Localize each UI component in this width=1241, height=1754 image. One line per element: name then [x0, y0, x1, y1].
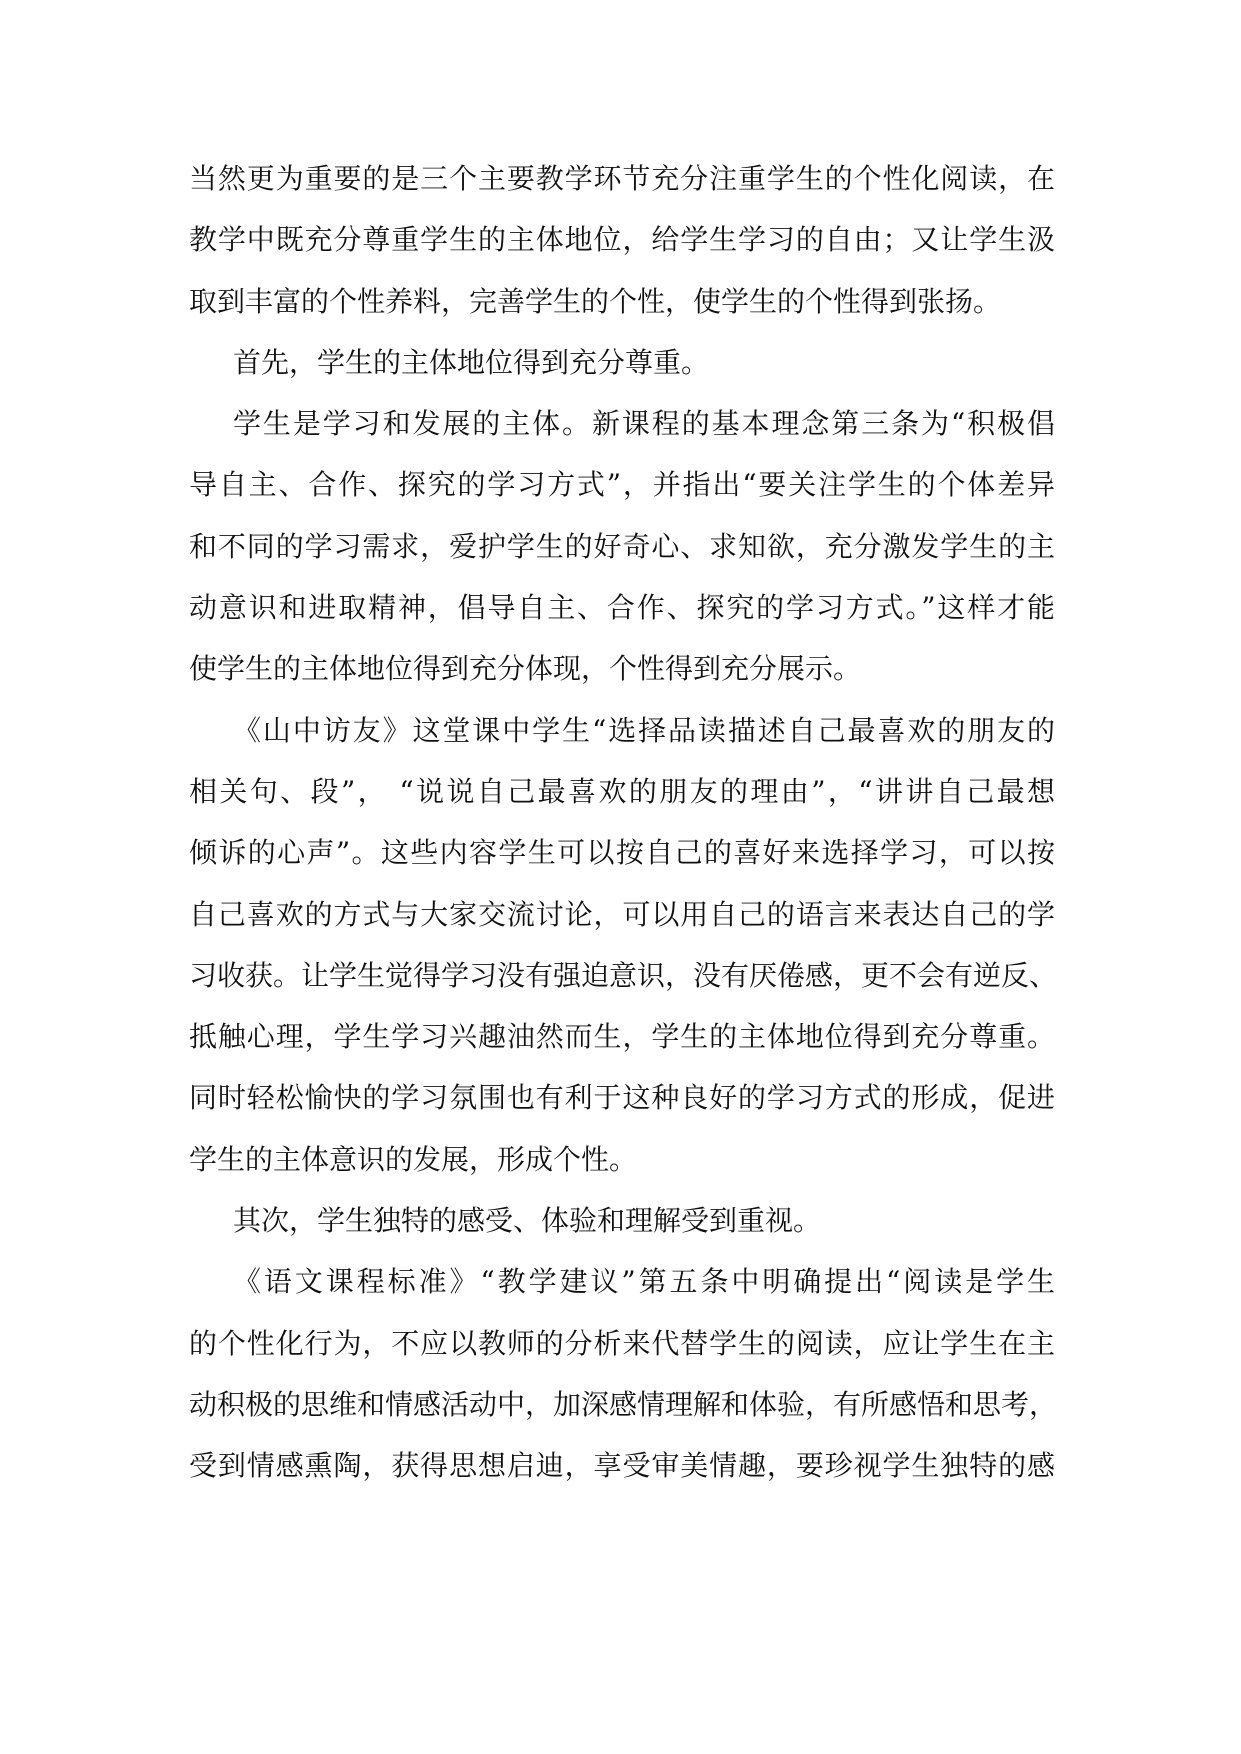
text-line: 当然更为重要的是三个主要教学环节充分注重学生的个性化阅读，在: [189, 162, 1055, 195]
text-line: 《语文课程标准》“教学建议”第五条中明确提出“阅读是学生: [233, 1265, 1055, 1299]
text-line: 使学生的主体地位得到充分体现，个性得到充分展示。: [189, 652, 862, 686]
text-line: 自己喜欢的方式与大家交流讨论，可以用自己的语言来表达自己的学: [189, 897, 1055, 931]
text-line: 取到丰富的个性养料，完善学生的个性，使学生的个性得到张扬。: [189, 284, 1002, 318]
text-line: 《山中访友》这堂课中学生“选择品读描述自己最喜欢的朋友的: [233, 713, 1055, 747]
text-line: 的个性化行为，不应以教师的分析来代替学生的阅读，应让学生在主: [189, 1326, 1055, 1360]
text-line: 同时轻松愉快的学习氛围也有利于这种良好的学习方式的形成，促进: [189, 1081, 1055, 1115]
section-heading-line: 其次，学生独特的感受、体验和理解受到重视。: [233, 1204, 822, 1238]
text-line: 动积极的思维和情感活动中，加深感情理解和体验，有所感悟和思考，: [189, 1387, 1058, 1421]
text-line: 习收获。让学生觉得学习没有强迫意识，没有厌倦感，更不会有逆反、: [189, 958, 1058, 992]
section-heading-line: 首先，学生的主体地位得到充分尊重。: [233, 345, 710, 379]
text-line: 相关句、段”， “说说自己最喜欢的朋友的理由”，“讲讲自己最想: [189, 774, 1055, 808]
text-line: 受到情感熏陶，获得思想启迪，享受审美情趣，要珍视学生独特的感: [189, 1449, 1055, 1483]
document-body: [189, 148, 1058, 1497]
text-line: 动意识和进取精神，倡导自主、合作、探究的学习方式。”这样才能: [189, 591, 1055, 625]
text-line: 教学中既充分尊重学生的主体地位，给学生学习的自由；又让学生汲: [189, 223, 1055, 257]
text-line: 学生是学习和发展的主体。新课程的基本理念第三条为“积极倡: [233, 407, 1055, 441]
text-line: 和不同的学习需求，爱护学生的好奇心、求知欲，充分激发学生的主: [189, 529, 1055, 563]
text-line: 导自主、合作、探究的学习方式”，并指出“要关注学生的个体差异: [189, 468, 1055, 502]
text-line: 抵触心理，学生学习兴趣油然而生，学生的主体地位得到充分尊重。: [189, 1020, 1055, 1054]
text-line: 学生的主体意识的发展，形成个性。: [189, 1142, 638, 1176]
text-line: 倾诉的心声”。这些内容学生可以按自己的喜好来选择学习，可以按: [189, 836, 1055, 870]
